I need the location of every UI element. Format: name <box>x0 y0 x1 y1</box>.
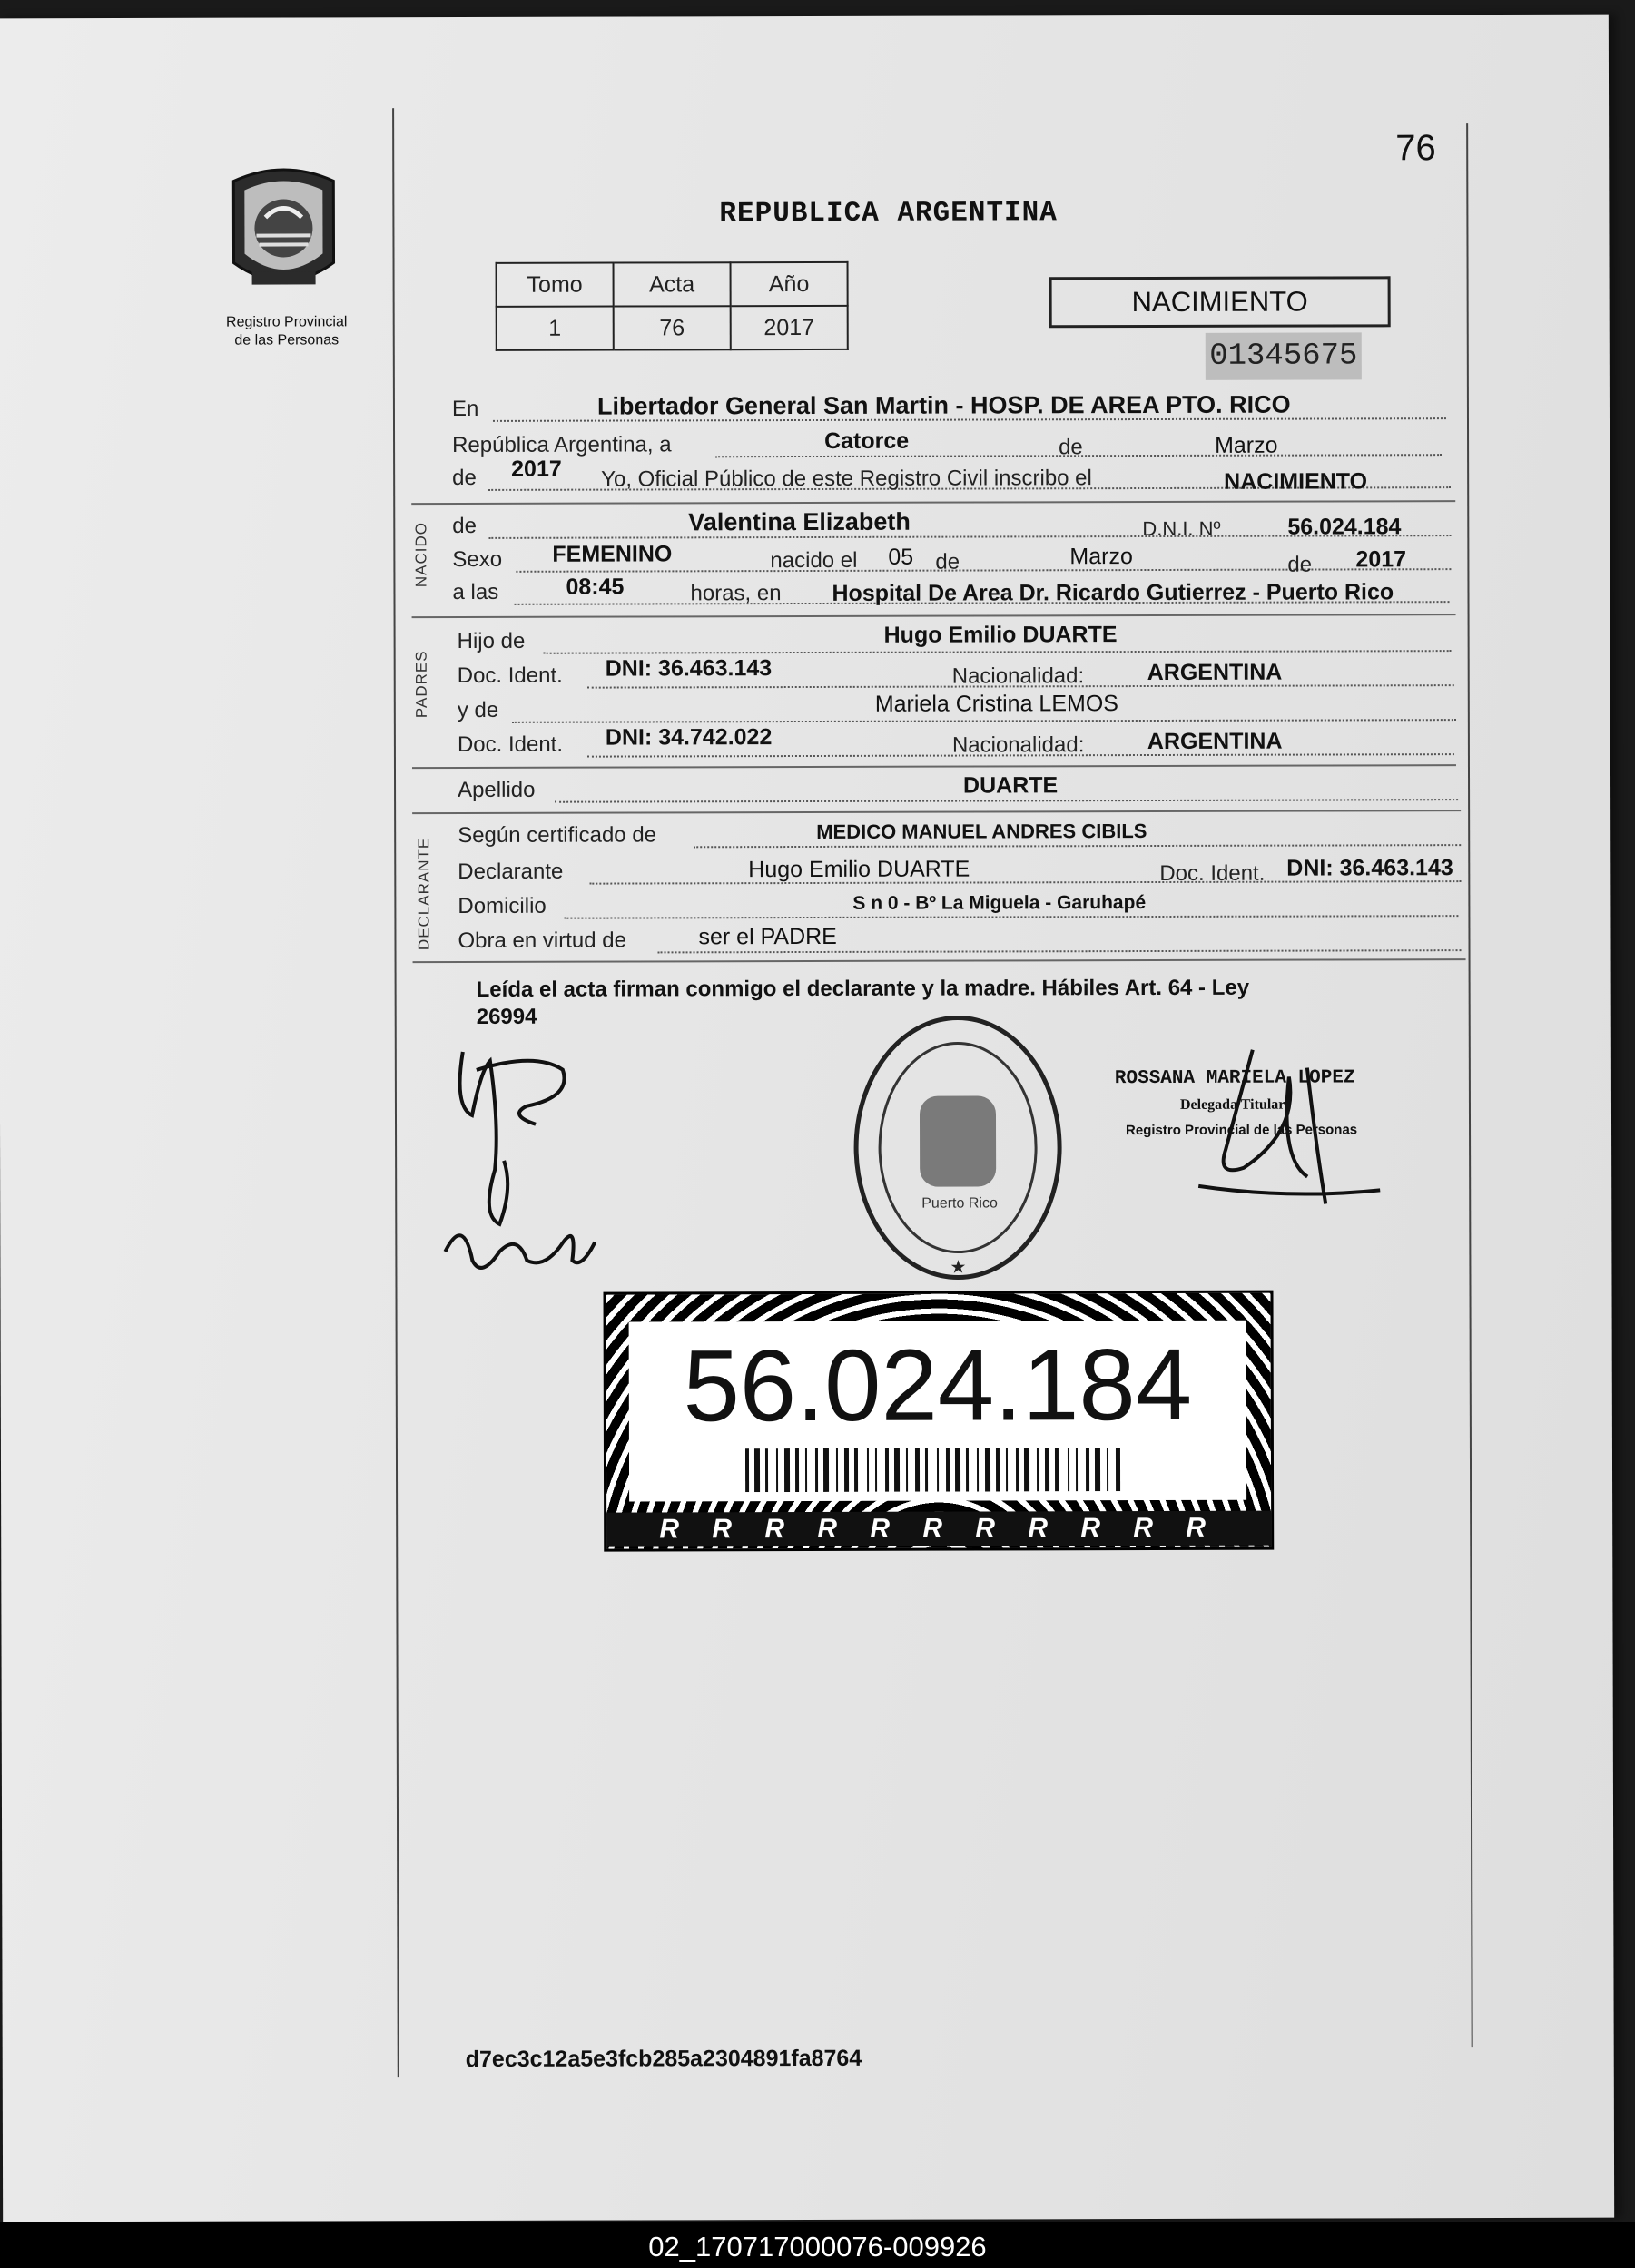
hijo-de-label: Hijo de <box>457 628 526 654</box>
republica-label: República Argentina, a <box>452 432 672 458</box>
footer-id: 02_170717000076-009926 <box>648 2231 987 2263</box>
seal-caption-line1: Registro Provincial <box>225 314 348 330</box>
en-label: En <box>451 396 479 422</box>
barcode-bar <box>1107 1448 1108 1491</box>
domicilio-value: S n 0 - Bº La Miguela - Garuhapé <box>852 892 1147 914</box>
barcode-bar <box>1016 1448 1019 1491</box>
sexo-label: Sexo <box>452 546 503 573</box>
barcode-bar <box>996 1448 1000 1491</box>
mother-doc: DNI: 34.742.022 <box>605 724 773 751</box>
apellido-value: DUARTE <box>963 772 1059 799</box>
horas-label: horas, en <box>690 581 782 606</box>
round-stamp <box>849 1009 1068 1287</box>
father-nat-label: Nacionalidad: <box>951 663 1085 689</box>
document-page <box>0 15 1614 2223</box>
table-value-tomo: 1 <box>497 307 614 350</box>
mother-nat-label: Nacionalidad: <box>951 732 1085 758</box>
barcode-bar <box>1045 1448 1049 1491</box>
declarante-signature-icon <box>427 1034 609 1307</box>
barcode-bar <box>1116 1448 1120 1491</box>
left-margin-line <box>392 108 399 2077</box>
barcode-bar <box>966 1448 969 1492</box>
barcode-bar <box>985 1448 990 1491</box>
barcode-bar <box>925 1448 928 1492</box>
barcode-bar <box>745 1448 749 1492</box>
page-number: 76 <box>1395 128 1436 169</box>
barcode-bar <box>885 1448 889 1492</box>
sexo-value: FEMENINO <box>552 541 673 567</box>
official-office: Registro Provincial de las Personas <box>1126 1122 1358 1139</box>
barcode-bar <box>1037 1448 1039 1491</box>
barcode-bars <box>745 1448 1127 1492</box>
barcode-bar <box>875 1448 877 1492</box>
domicilio-label: Domicilio <box>458 893 547 919</box>
birth-month: Marzo <box>1069 544 1133 570</box>
nacido-el-label: nacido el <box>770 547 858 574</box>
barcode-bar <box>784 1448 790 1492</box>
closing-text: Leída el acta firman conmigo el declarante y la madre. Hábiles Art. 64 - Ley <box>476 975 1250 1002</box>
declarante-label: Declarante <box>458 859 564 885</box>
dotted-line <box>555 799 1458 803</box>
birth-year: 2017 <box>1355 546 1407 573</box>
barcode-bar <box>795 1448 799 1492</box>
act-type-box: NACIMIENTO <box>1049 276 1391 328</box>
year-label: de <box>452 465 477 491</box>
dotted-line <box>694 844 1461 848</box>
dotted-line <box>544 650 1452 654</box>
table-value-acta: 76 <box>614 306 731 349</box>
father-nationality: ARGENTINA <box>1147 659 1283 686</box>
declarante-value: Hugo Emilio DUARTE <box>748 856 970 883</box>
barcode-label <box>604 1291 1275 1552</box>
section-divider <box>412 614 1456 618</box>
mother-nationality: ARGENTINA <box>1147 728 1283 755</box>
nacido-side-label: NACIDO <box>412 521 430 588</box>
document-hash: d7ec3c12a5e3fcb285a2304891fa8764 <box>465 2045 862 2072</box>
barcode-white-panel <box>629 1321 1247 1502</box>
official-name: ROSSANA MARIELA LOPEZ <box>1114 1067 1355 1090</box>
obra-label: Obra en virtud de <box>458 928 626 954</box>
certificado-value: MEDICO MANUEL ANDRES CIBILS <box>816 820 1147 843</box>
obra-value: ser el PADRE <box>698 923 837 950</box>
barcode-bar <box>776 1448 778 1492</box>
closing-text-2: 26994 <box>476 1004 537 1029</box>
barcode-bar <box>1068 1448 1069 1491</box>
country-title: REPUBLICA ARGENTINA <box>719 197 1058 231</box>
en-value: Libertador General San Martin - HOSP. DE AREA PTO. RICO <box>596 390 1291 420</box>
barcode-letter-row: R R R R R R R R R R R <box>606 1511 1271 1547</box>
section-divider <box>412 810 1461 814</box>
certificado-label: Según certificado de <box>458 822 657 849</box>
nacido-de-label: de <box>452 513 478 539</box>
svg-text:★: ★ <box>950 1255 967 1278</box>
padres-side-label: PADRES <box>412 650 430 719</box>
barcode-bar <box>854 1448 858 1492</box>
official-signature-icon <box>1180 1040 1399 1222</box>
table-header-anio: Año <box>731 262 848 306</box>
dni-label: D.N.I. Nº <box>1142 516 1221 541</box>
dotted-line <box>512 719 1456 723</box>
barcode-bar <box>805 1448 807 1492</box>
barcode-bar <box>765 1448 768 1492</box>
barcode-bar <box>915 1448 920 1492</box>
birth-time: 08:45 <box>566 574 625 600</box>
section-divider <box>412 764 1456 769</box>
de-label: de <box>1059 435 1083 460</box>
section-divider <box>413 958 1466 963</box>
table-value-anio: 2017 <box>731 306 848 349</box>
misiones-seal-icon <box>215 162 351 308</box>
barcode-bar <box>1076 1448 1078 1491</box>
barcode-bar <box>1095 1448 1100 1491</box>
birth-place: Hospital De Area Dr. Ricardo Gutierrez - Puerto Rico <box>832 579 1394 606</box>
barcode-bar <box>906 1448 908 1492</box>
birth-de2-label: de <box>1287 552 1313 577</box>
day-value: Catorce <box>824 427 910 454</box>
seal-caption-line2: de las Personas <box>234 332 340 349</box>
barcode-bar <box>937 1448 939 1492</box>
barcode-bar <box>836 1448 838 1492</box>
father-doc: DNI: 36.463.143 <box>605 655 773 682</box>
barcode-bar <box>844 1448 849 1492</box>
table-header-tomo: Tomo <box>497 263 614 307</box>
birth-day: 05 <box>888 544 914 570</box>
barcode-bar <box>955 1448 960 1492</box>
official-title: Delegada Titular <box>1179 1096 1285 1113</box>
declarante-doc-label: Doc. Ident. <box>1159 860 1266 886</box>
barcode-bar <box>867 1448 869 1492</box>
barcode-bar <box>1024 1448 1029 1491</box>
table-header-acta: Acta <box>614 262 731 306</box>
declarante-side-label: DECLARANTE <box>415 837 433 951</box>
barcode-number: 56.024.184 <box>683 1327 1193 1443</box>
inscribo-text: Yo, Oficial Público de este Registro Civil inscribo el <box>601 466 1092 492</box>
barcode-bar <box>1006 1448 1008 1491</box>
barcode-bar <box>754 1448 760 1492</box>
birth-de-label: de <box>935 549 960 574</box>
inscribo-value: NACIMIENTO <box>1224 468 1368 495</box>
barcode-bar <box>1055 1448 1059 1491</box>
barcode-bar <box>946 1448 950 1492</box>
month-value: Marzo <box>1215 432 1278 458</box>
serial-number: 01345675 <box>1206 332 1362 379</box>
alas-label: a las <box>452 579 499 605</box>
yde-label: y de <box>457 697 499 723</box>
child-name: Valentina Elizabeth <box>688 507 911 536</box>
apellido-label: Apellido <box>458 777 536 803</box>
barcode-bar <box>1086 1448 1089 1491</box>
father-name: Hugo Emilio DUARTE <box>883 622 1118 648</box>
dotted-line <box>564 915 1458 919</box>
barcode-bar <box>823 1448 829 1492</box>
barcode-bar <box>977 1448 979 1492</box>
mother-doc-label: Doc. Ident. <box>457 731 564 758</box>
barcode-bar <box>894 1448 900 1492</box>
register-table <box>496 261 849 351</box>
mother-name: Mariela Cristina LEMOS <box>874 691 1118 717</box>
section-divider <box>411 500 1455 505</box>
declarante-doc: DNI: 36.463.143 <box>1286 855 1453 881</box>
right-margin-line <box>1466 123 1473 2047</box>
round-stamp-inner: Puerto Rico <box>921 1195 998 1212</box>
year-value: 2017 <box>511 456 562 482</box>
father-doc-label: Doc. Ident. <box>457 663 563 689</box>
child-dni: 56.024.184 <box>1287 514 1402 540</box>
barcode-bar <box>815 1448 818 1492</box>
